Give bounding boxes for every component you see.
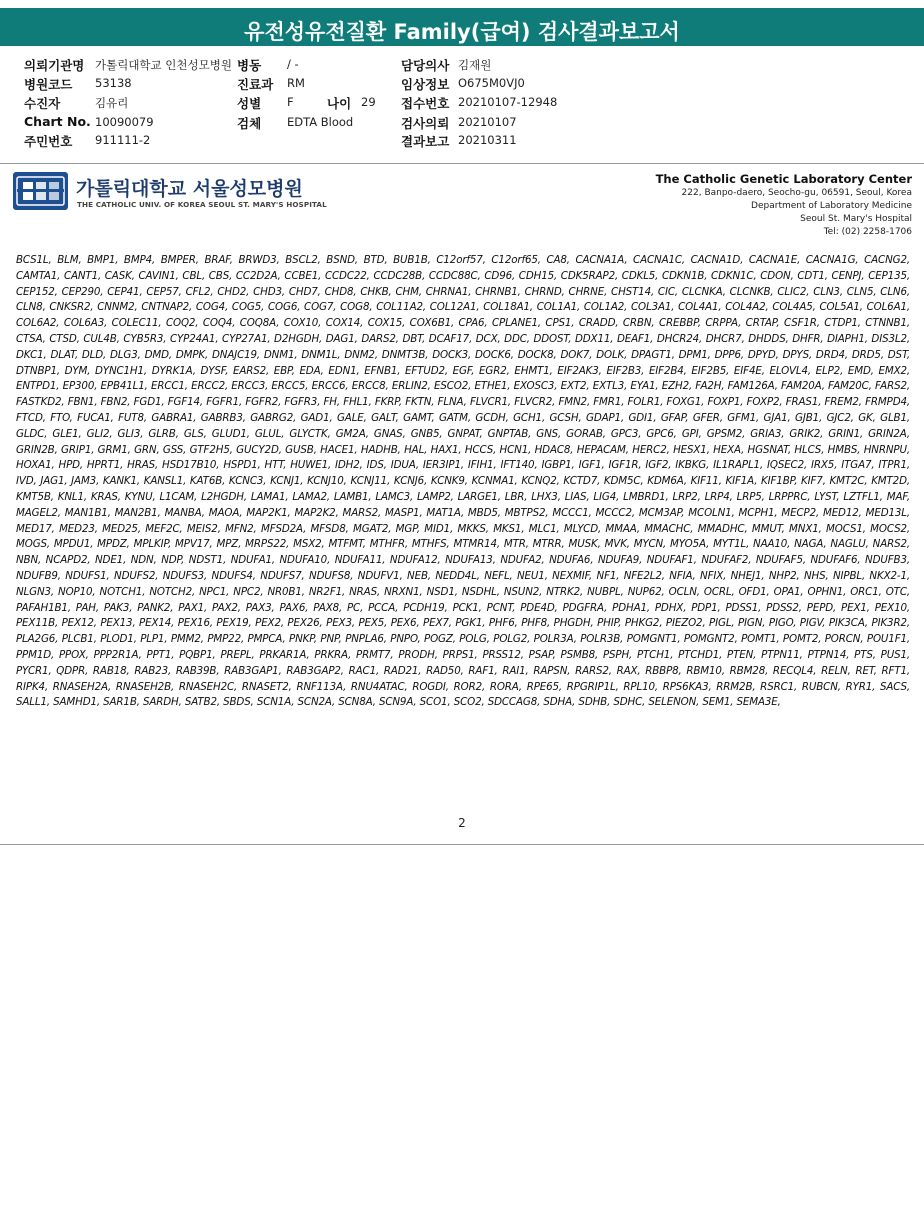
label-patient-name: 수진자 bbox=[24, 96, 61, 111]
value-accession-number: 20210107-12948 bbox=[458, 95, 558, 109]
lab-name: The Catholic Genetic Laboratory Center bbox=[655, 172, 912, 186]
label-ward: 병동 bbox=[237, 58, 262, 73]
page-number: 2 bbox=[458, 816, 466, 830]
value-resident-number: 911111-2 bbox=[95, 133, 151, 147]
label-request-date: 검사의뢰 bbox=[401, 116, 450, 131]
header-divider bbox=[0, 163, 924, 164]
gene-list: BCS1L, BLM, BMP1, BMP4, BMPER, BRAF, BRWD3, BSCL2, BSND, BTD, BUB1B, C12orf57, C12orf65, CA8, CACNA1A, CACNA1C, CACNA1D, CACNA1E, CACNA1G, CACNG2, CAMTA1, CANT1, CASK, CAVIN1, CBL, CBS, CC2D2A, CCBE1, CCDC22, CCDC28B, CCDC88C, CD96, CDH15, CDK5RAP2, CDKL5, CDKN1B, CDKN1C, CDON, CDT1, CENPJ, CEP135, CEP152, CEP290, CEP41, CEP57, CFL2, CHD2, CHD3, CHD7, CHD8, CHKB, CHM, CHRNA1, CHRNB1, CHRND, CHRNE, CHST14, CIC, CLCNKA, CLCNKB, CLIC2, CLN3, CLN5, CLN6, CLN8, CNKSR2, CNNM2, CNTNAP2, COG4, COG5, COG6, COG7, COG8, COL11A2, COL12A1, COL18A1, COL1A1, COL1A2, COL3A1, COL4A1, COL4A2, COL4A5, COL5A1, COL6A1, COL6A2, COL6A3, COLEC11, COQ2, COQ4, COQ8A, COX10, COX14, COX15, COX6B1, CPA6, CPLANE1, CPS1, CRADD, CRBN, CREBBP, CRPPA, CRTAP, CSF1R, CTDP1, CTNNB1, CTSA, CTSD, CUL4B, CYB5R3, CYP24A1, CYP27A1, D2HGDH, DAG1, DARS2, DBT, DCAF17, DCX, DDC, DDOST, DDX11, DEAF1, DHCR24, DHCR7, DHDDS, DHFR, DIAPH1, DIS3L2, DKC1, DLAT, DLD, DLG3, DMD, DMPK, DNAJC19, DNM1, DNM1L, DNM2, DNMT3B, DOCK3, DOCK6, DOCK8, DOK7, DOLK, DPAGT1, DPM1, DPP6, DPYD, DPYS, DRD4, DRD5, DST, DTNBP1, DYM, DYNC1H1, DYRK1A, DYSF, EARS2, EBP, EDA, EDN1, EFNB1, EFTUD2, EGF, EGR2, EHMT1, EIF2AK3, EIF2B3, EIF2B4, EIF2B5, EIF4E, ELOVL4, ELP2, EMD, EMX2, ENTPD1, EP300, EPB41L1, ERCC1, ERCC2, ERCC3, ERCC5, ERCC6, ERCC8, ERLIN2, ESCO2, ETHE1, EXOSC3, EXT2, EXTL3, EYA1, EZH2, FA2H, FAM126A, FAM20A, FAM20C, FARS2, FASTKD2, FBN1, FBN2, FGD1, FGF14, FGFR1, FGFR2, FGFR3, FH, FHL1, FKRP, FKTN, FLNA, FLVCR1, FLVCR2, FMN2, FMR1, FOLR1, FOXG1, FOXP1, FOXP2, FRAS1, FREM2, FRMPD4, FTCD, FTO, FUCA1, FUT8, GABRA1, GABRB3, GABRG2, GAD1, GALE, GALT, GAMT, GATM, GCDH, GCH1, GCSH, GDAP1, GDI1, GFAP, GFER, GFM1, GJA1, GJB1, GJC2, GK, GLB1, GLDC, GLE1, GLI2, GLI3, GLRB, GLS, GLUD1, GLUL, GLYCTK, GM2A, GNAS, GNB5, GNPAT, GNPTAB, GNS, GORAB, GPC3, GPC6, GPI, GPSM2, GRIA3, GRIK2, GRIN1, GRIN2A, GRIN2B, GRIP1, GRM1, GRN, GSS, GTF2H5, GUCY2D, GUSB, HACE1, HADHB, HAL, HAX1, HCCS, HCN1, HDAC8, HEPACAM, HERC2, HESX1, HEXA, HGSNAT, HLCS, HMBS, HNRNPU, HOXA1, HPD, HPRT1, HRAS, HSD17B10, HSPD1, HTT, HUWE1, IDH2, IDS, IDUA, IER3IP1, IFIH1, IFT140, IGBP1, IGF1, IGF1R, IGF2, IKBKG, IL1RAPL1, IQSEC2, IRX5, ITGA7, ITPR1, IVD, JAG1, JAM3, KANK1, KANSL1, KAT6B, KCNC3, KCNJ1, KCNJ10, KCNJ11, KCNJ6, KCNK9, KCNMA1, KCNQ2, KCTD7, KDM5C, KDM6A, KIF11, KIF1A, KIF1BP, KIF7, KMT2C, KMT2D, KMT5B, KNL1, KRAS, KYNU, L1CAM, L2HGDH, LAMA1, LAMA2, LAMB1, LAMC3, LAMP2, LARGE1, LBR, LHX3, LIAS, LIG4, LMBRD1, LRP2, LRP4, LRP5, LRPPRC, LYST, LZTFL1, MAF, MAGEL2, MAN1B1, MAN2B1, MANBA, MAOA, MAP2K1, MAP2K2, MARS2, MASP1, MAT1A, MBD5, MBTPS2, MCCC1, MCCC2, MCM3AP, MCOLN1, MCPH1, MECP2, MED12, MED13L, MED17, MED23, MED25, MEF2C, MEIS2, MFN2, MFSD2A, MFSD8, MGAT2, MGP, MID1, MKKS, MKS1, MLC1, MLYCD, MMAA, MMACHC, MMADHC, MMUT, MNX1, MOCS1, MOCS2, MOGS, MPDU1, MPDZ, MPLKIP, MPV17, MPZ, MRPS22, MSX2, MTFMT, MTHFR, MTHFS, MTMR14, MTR, MTRR, MUSK, MVK, MYCN, MYO5A, MYT1L, NAA10, NAGA, NAGLU, NARS2, NBN, NCAPD2, NDE1, NDN, NDP, NDST1, NDUFA1, NDUFA10, NDUFA11, NDUFA12, NDUFA13, NDUFA2, NDUFA6, NDUFA9, NDUFAF1, NDUFAF2, NDUFAF5, NDUFAF6, NDUFB3, NDUFB9, NDUFS1, NDUFS2, NDUFS3, NDUFS4, NDUFS7, NDUFS8, NDUFV1, NEB, NEDD4L, NEFL, NEU1, NEXMIF, NF1, NFE2L2, NFIA, NFIX, NHEJ1, NHP2, NHS, NIPBL, NKX2-1, NLGN3, NOP10, NOTCH1, NOTCH2, NPC1, NPC2, NR0B1, NR2F1, NRAS, NRXN1, NSD1, NSDHL, NSUN2, NTRK2, NUBPL, NUP62, OCLN, OCRL, OFD1, OPA1, OPHN1, ORC1, OTC, PAFAH1B1, PAH, PAK3, PANK2, PAX1, PAX2, PAX3, PAX6, PAX8, PC, PCCA, PCDH19, PCK1, PCNT, PDE4D, PDGFRA, PDHA1, PDHX, PDP1, PDSS1, PDSS2, PEPD, PEX1, PEX10, PEX11B, PEX12, PEX13, PEX14, PEX16, PEX19, PEX2, PEX26, PEX3, PEX5, PEX6, PEX7, PGK1, PHF6, PHF8, PHGDH, PHIP, PHKG2, PIEZO2, PIGL, PIGN, PIGO, PIGV, PIK3CA, PIK3R2, PLA2G6, PLCB1, PLOD1, PLP1, PMM2, PMP22, PMPCA, PNKP, PNP, PNPLA6, PNPO, POGZ, POLG, POLG2, POLR3A, POLR3B, POMGNT1, POMGNT2, POMT1, POMT2, PORCN, POU1F1, PPM1D, PPOX, PPP2R1A, PPT1, PQBP1, PREPL, PRKAR1A, PRKRA, PRMT7, PRODH, PRPS1, PRSS12, PSAP, PSMB8, PSPH, PTCH1, PTCHD1, PTEN, PTPN11, PTPN14, PTS, PUS1, PYCR1, QDPR, RAB18, RAB23, RAB39B, RAB3GAP1, RAB3GAP2, RAC1, RAD21, RAD50, RAF1, RAI1, RAPSN, RARS2, RAX, RBBP8, RBM10, RBM28, RECQL4, RELN, RET, RFT1, RIPK4, RNASEH2A, RNASEH2B, RNASEH2C, RNASET2, RNF113A, RNU4ATAC, ROGDI, ROR2, RORA, RPE65, RPGRIP1L, RPL10, RPS6KA3, RRM2B, RSRC1, RUBCN, RYR1, SACS, SALL1, SAMHD1, SAR1B, SARDH, SATB2, SBDS, SCN1A, SCN2A, SCN8A, SCN9A, SCO1, SCO2, SDCCAG8, SDHA, SDHB, SDHC, SELENON, SEM1, SEMA3E, bbox=[16, 254, 910, 709]
value-requesting-institution: 가톨릭대학교 인천성모병원 bbox=[95, 58, 232, 72]
value-sex: F bbox=[287, 95, 294, 109]
label-age: 나이 bbox=[327, 96, 352, 111]
value-patient-name: 김유리 bbox=[95, 96, 129, 110]
hospital-name-korean: 가톨릭대학교 서울성모병원 bbox=[76, 178, 303, 200]
lab-hospital: Seoul St. Mary's Hospital bbox=[800, 214, 912, 224]
value-chart-no: 10090079 bbox=[95, 115, 154, 129]
hospital-name-english: THE CATHOLIC UNIV. OF KOREA SEOUL ST. MARY'S HOSPITAL bbox=[77, 200, 327, 209]
lab-address-block bbox=[656, 171, 912, 239]
label-accession-number: 접수번호 bbox=[401, 96, 450, 111]
value-attending-doctor: 김재원 bbox=[458, 58, 492, 72]
value-specimen: EDTA Blood bbox=[287, 115, 354, 129]
label-chart-no: Chart No. bbox=[24, 114, 91, 129]
label-specimen: 검체 bbox=[237, 116, 262, 131]
lab-department: Department of Laboratory Medicine bbox=[751, 201, 912, 211]
value-department: RM bbox=[287, 76, 305, 90]
value-ward: / - bbox=[287, 57, 299, 71]
label-department: 진료과 bbox=[237, 77, 274, 92]
value-request-date: 20210107 bbox=[458, 115, 517, 129]
label-attending-doctor: 담당의사 bbox=[401, 58, 450, 73]
report-title-bar bbox=[0, 0, 924, 46]
label-hospital-code: 병원코드 bbox=[24, 77, 73, 92]
value-clinical-info: O675M0VJ0 bbox=[458, 76, 525, 90]
value-age: 29 bbox=[361, 95, 376, 109]
label-requesting-institution: 의뢰기관명 bbox=[24, 58, 85, 73]
label-sex: 성별 bbox=[237, 96, 262, 111]
page-bottom-divider bbox=[0, 844, 924, 845]
label-resident-number: 주민번호 bbox=[24, 134, 73, 149]
hospital-logo-icon bbox=[13, 172, 68, 210]
value-report-date: 20210311 bbox=[458, 133, 517, 147]
report-title: 유전성유전질환 Family(급여) 검사결과보고서 bbox=[244, 20, 680, 44]
lab-address: 222, Banpo-daero, Seocho-gu, 06591, Seoul, Korea bbox=[681, 188, 912, 198]
label-clinical-info: 임상정보 bbox=[401, 77, 450, 92]
label-report-date: 결과보고 bbox=[401, 134, 450, 149]
value-hospital-code: 53138 bbox=[95, 76, 132, 90]
patient-info-block bbox=[0, 52, 924, 157]
lab-tel: Tel: (02) 2258-1706 bbox=[823, 227, 912, 237]
